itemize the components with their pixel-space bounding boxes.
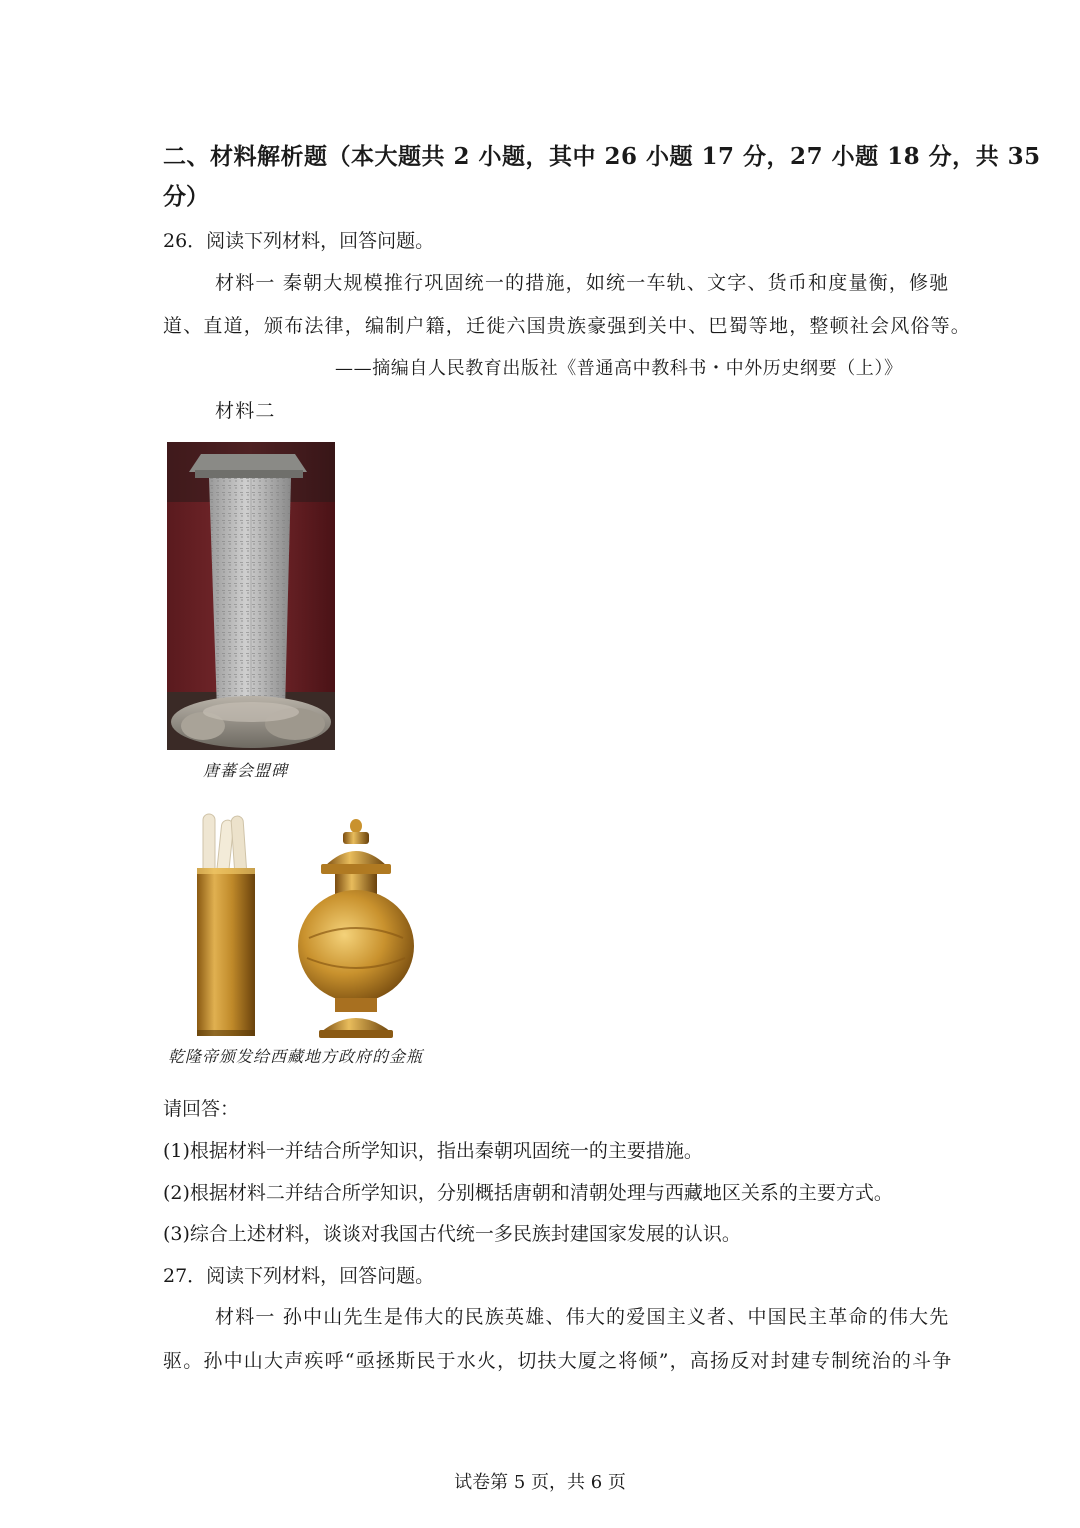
q26-subquestion-3: (3)综合上述材料，谈谈对我国古代统一多民族封建国家发展的认识。 — [163, 1223, 741, 1245]
tang-tibet-alliance-stele-photo — [167, 442, 335, 750]
q27-material1-line2: 驱。孙中山大声疾呼“亟拯斯民于水火，切扶大厦之将倾”，高扬反对封建专制统治的斗争 — [163, 1350, 953, 1372]
q27-material1-line1: 材料一 孙中山先生是伟大的民族英雄、伟大的爱国主义者、中国民主革命的伟大先 — [215, 1306, 950, 1328]
stele-caption: 唐蕃会盟碑 — [203, 761, 289, 780]
section-title-continued: 分） — [163, 183, 209, 210]
q26-material2-label: 材料二 — [215, 400, 276, 422]
q26-subquestion-2: (2)根据材料二并结合所学知识，分别概括唐朝和清朝处理与西藏地区关系的主要方式。 — [163, 1182, 893, 1204]
golden-urn-caption: 乾隆帝颁发给西藏地方政府的金瓶 — [168, 1047, 424, 1066]
section-title: 二、材料解析题（本大题共 2 小题，其中 26 小题 17 分，27 小题 18 分，共 35 — [163, 143, 1041, 170]
q26-subquestion-1: (1)根据材料一并结合所学知识，指出秦朝巩固统一的主要措施。 — [163, 1140, 703, 1162]
golden-urn-photo — [295, 818, 417, 1040]
q26-prompt: 请回答： — [163, 1098, 240, 1120]
q26-material1-source: ——摘编自人民教育出版社《普通高中教科书・中外历史纲要（上）》 — [335, 358, 903, 379]
question-26-heading: 26．阅读下列材料，回答问题。 — [163, 230, 435, 252]
q26-material1-line1: 材料一 秦朝大规模推行巩固统一的措施，如统一车轨、文字、货币和度量衡，修驰 — [215, 272, 950, 294]
q26-material1-line2: 道、直道，颁布法律，编制户籍，迁徙六国贵族豪强到关中、巴蜀等地，整顿社会风俗等。 — [163, 315, 972, 337]
question-27-heading: 27．阅读下列材料，回答问题。 — [163, 1265, 435, 1287]
page-footer: 试卷第 5 页，共 6 页 — [454, 1472, 626, 1493]
golden-tube-with-lots-photo — [193, 812, 265, 1038]
